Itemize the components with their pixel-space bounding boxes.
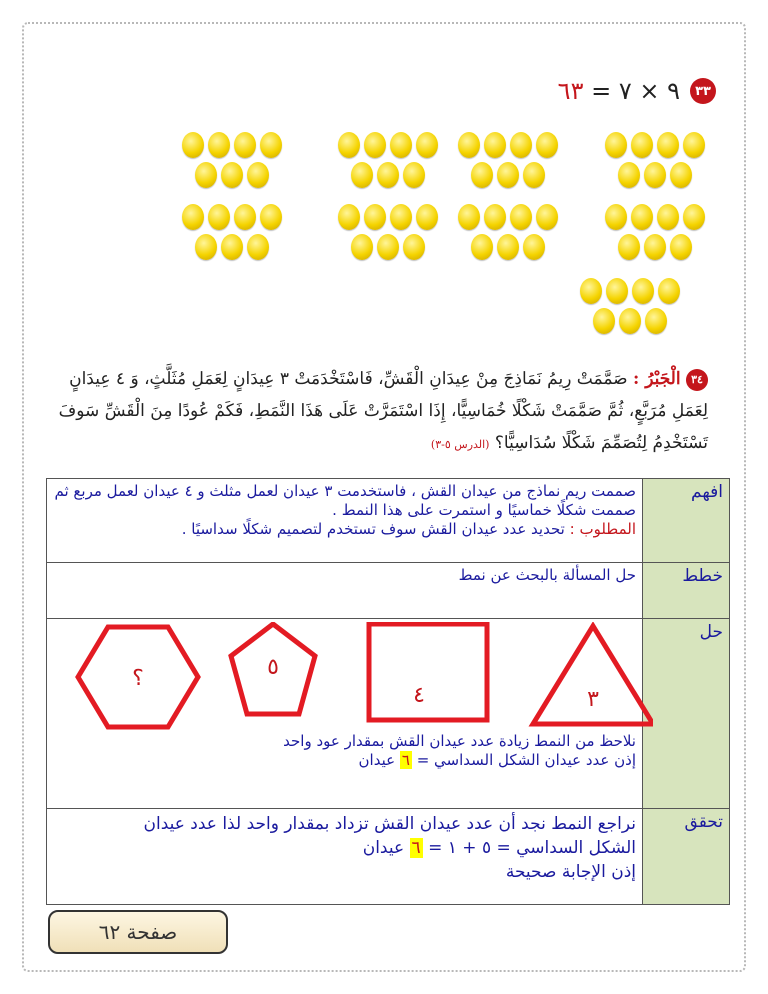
coin xyxy=(523,234,545,260)
solve-unit: عيدان xyxy=(358,751,396,769)
check-answer: ٦ xyxy=(411,838,421,858)
understand-text: صممت ريم نماذج من عيدان القش ، فاستخدمت ٣ عيدان لعمل مثلث و ٤ عيدان لعمل مربع ثم صممت شكلًا خماسيًا و استمرت على هذا النمط . xyxy=(54,482,636,519)
coin xyxy=(605,204,627,230)
coin xyxy=(234,132,256,158)
step-plan-label: خطط xyxy=(643,563,730,619)
coin xyxy=(618,234,640,260)
coin xyxy=(632,278,654,304)
coin xyxy=(221,234,243,260)
step-solve-row xyxy=(47,619,730,809)
check-line-1: نراجع النمط نجد أن عدد عيدان القش تزداد بمقدار واحد لذا عدد عيدان xyxy=(143,814,636,834)
coin xyxy=(247,162,269,188)
coin xyxy=(338,132,360,158)
step-plan-row xyxy=(47,563,730,619)
coin xyxy=(208,132,230,158)
solution-steps-table xyxy=(46,478,730,905)
coin xyxy=(351,234,373,260)
coin xyxy=(351,162,373,188)
coin xyxy=(471,162,493,188)
coin xyxy=(631,132,653,158)
equation-result: ٦٣ xyxy=(557,77,584,105)
coin xyxy=(606,278,628,304)
hexagon-shape xyxy=(78,627,198,727)
coin xyxy=(683,204,705,230)
coin xyxy=(645,308,667,334)
check-line-3: إذن الإجابة صحيحة xyxy=(505,862,636,882)
square-shape xyxy=(369,624,487,720)
coin xyxy=(390,204,412,230)
coin xyxy=(523,162,545,188)
required-line xyxy=(53,520,636,539)
check-unit: عيدان xyxy=(362,838,405,858)
coin xyxy=(403,234,425,260)
triangle-count: ٣ xyxy=(587,687,599,712)
problem-33-header xyxy=(448,74,716,108)
problem-33-badge: ٣٣ xyxy=(690,78,716,104)
coin xyxy=(471,234,493,260)
coin xyxy=(605,132,627,158)
coin xyxy=(208,204,230,230)
coin xyxy=(247,234,269,260)
hexagon-count: ؟ xyxy=(132,666,144,691)
coin xyxy=(403,162,425,188)
step-understand-label: افهم xyxy=(643,479,730,563)
problem-34-body: صَمَّمَتْ رِيمُ نَمَاذِجَ مِنْ عِيدَانِ الْقَشِّ، فَاسْتَخْدَمَتْ ٣ عِيدَانٍ لِعَمَلِ مُثَلَّثٍ، وَ ٤ عِيدَانٍ لِعَمَلِ مُرَبَّعٍ، ثُمَّ صَمَّمَتْ شَكْلًا خُمَاسِيًّا، إِذَا اسْتَمَرَّتْ عَلَى هَذَا النَّمَطِ، فَكَمْ عُودًا مِنَ الْقَشِّ سَوفَ تَسْتَخْدِمُ لِتُصَمِّمَ شَكْلًا سُدَاسِيًّا؟ xyxy=(58,369,708,453)
coin xyxy=(510,204,532,230)
step-solve-label: حل xyxy=(643,619,730,809)
step-check-row xyxy=(47,809,730,905)
pentagon-count: ٥ xyxy=(267,655,279,680)
coin xyxy=(657,204,679,230)
coin xyxy=(182,204,204,230)
coin xyxy=(536,132,558,158)
coin xyxy=(458,204,480,230)
coin xyxy=(458,132,480,158)
triangle-shape xyxy=(533,626,653,724)
required-text: تحديد عدد عيدان القش سوف تستخدم لتصميم شكلًا سداسيًا . xyxy=(181,520,565,538)
coin xyxy=(497,234,519,260)
coin xyxy=(416,204,438,230)
coin xyxy=(377,234,399,260)
coin xyxy=(221,162,243,188)
solve-conclusion xyxy=(53,751,636,770)
coin xyxy=(657,132,679,158)
coin xyxy=(416,132,438,158)
coin xyxy=(338,204,360,230)
coin xyxy=(260,204,282,230)
problem-34-badge: ٣٤ xyxy=(686,369,708,391)
algebra-keyword: الْجَبْرُ : xyxy=(633,369,681,389)
coin xyxy=(484,204,506,230)
coin xyxy=(260,132,282,158)
coin xyxy=(497,162,519,188)
lesson-reference: (الدرس ٥-٣) xyxy=(430,438,490,451)
coin xyxy=(658,278,680,304)
shapes-pattern xyxy=(53,622,636,732)
step-check-body xyxy=(47,809,643,905)
solve-observation: نلاحظ من النمط زيادة عدد عيدان القش بمقدار عود واحد xyxy=(283,732,636,750)
square-count: ٤ xyxy=(413,683,425,708)
step-plan-body: حل المسألة بالبحث عن نمط xyxy=(47,563,643,619)
coin xyxy=(618,162,640,188)
coin xyxy=(644,234,666,260)
page-number-label: صفحة ٦٢ xyxy=(48,910,228,954)
coin xyxy=(670,162,692,188)
coin xyxy=(631,204,653,230)
coin xyxy=(510,132,532,158)
step-solve-body xyxy=(47,619,643,809)
coin xyxy=(390,132,412,158)
coin-groups-illustration xyxy=(160,128,740,358)
coin xyxy=(182,132,204,158)
coin xyxy=(195,162,217,188)
solve-conclusion-text: إذن عدد عيدان الشكل السداسي = xyxy=(416,751,636,769)
coin xyxy=(619,308,641,334)
pentagon-shape xyxy=(231,624,315,714)
required-label: المطلوب : xyxy=(569,520,636,538)
problem-34-text xyxy=(58,363,708,461)
coin xyxy=(644,162,666,188)
coin xyxy=(670,234,692,260)
coin xyxy=(484,132,506,158)
check-equation: الشكل السداسي = ٥ + ١ = xyxy=(428,838,636,858)
step-check-label: تحقق xyxy=(643,809,730,905)
coin xyxy=(234,204,256,230)
problem-33-equation xyxy=(558,77,680,105)
coin xyxy=(580,278,602,304)
step-understand-row xyxy=(47,479,730,563)
check-line-2 xyxy=(53,836,636,860)
coin xyxy=(195,234,217,260)
coin xyxy=(683,132,705,158)
coin xyxy=(593,308,615,334)
coin xyxy=(364,204,386,230)
step-understand-body xyxy=(47,479,643,563)
equation-expression: ٩ × ٧ = xyxy=(591,77,680,105)
coin xyxy=(377,162,399,188)
coin xyxy=(536,204,558,230)
solve-answer: ٦ xyxy=(401,751,410,769)
coin xyxy=(364,132,386,158)
